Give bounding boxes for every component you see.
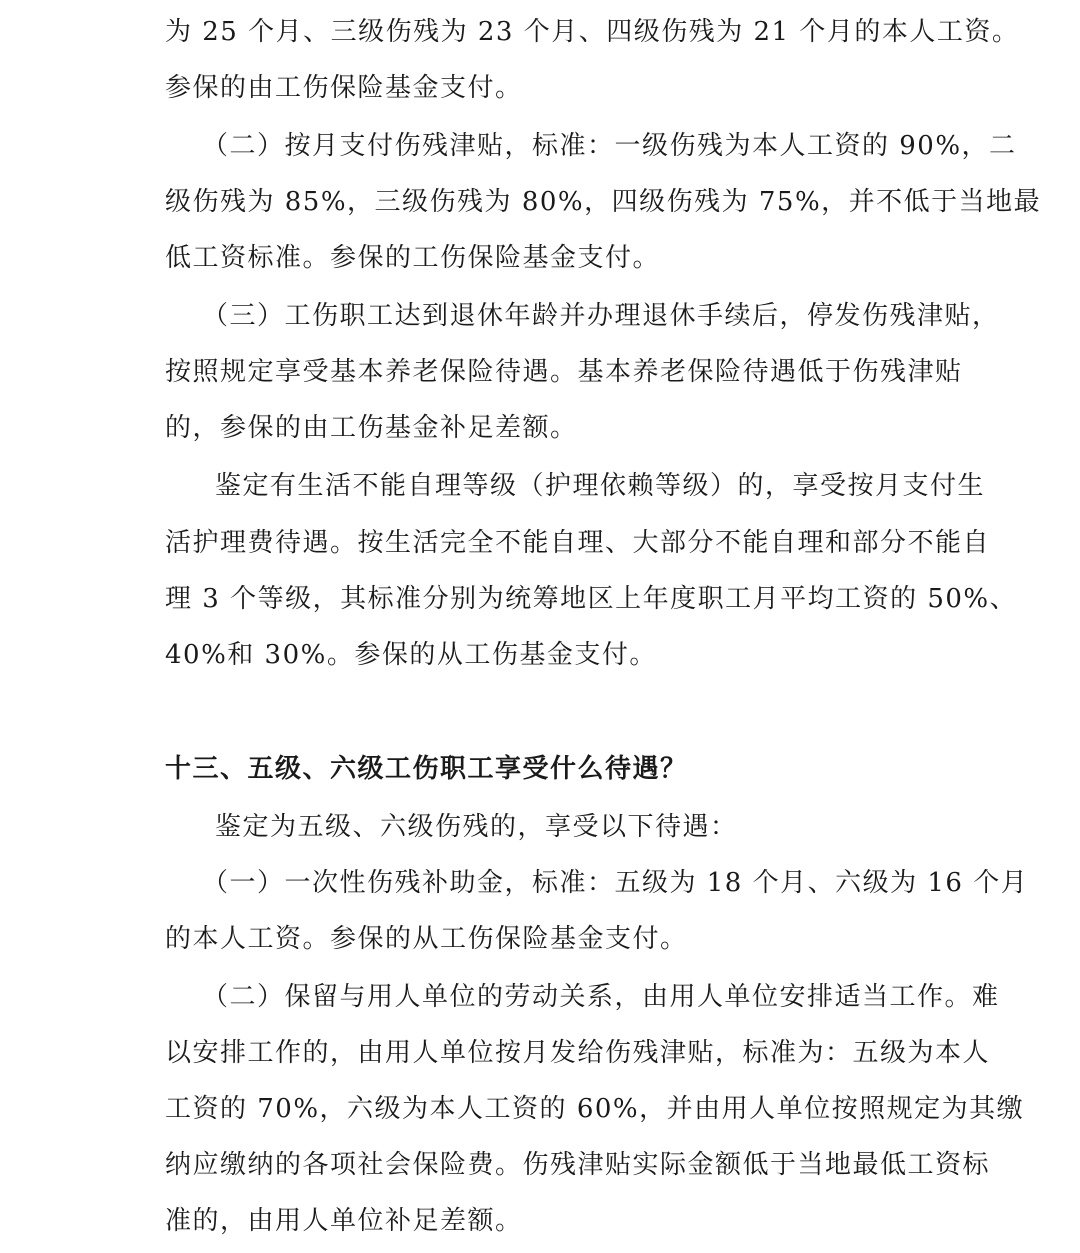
text-line: （二）保留与用人单位的劳动关系，由用人单位安排适当工作。难 <box>202 982 1000 1012</box>
text-line: 低工资标准。参保的工伤保险基金支付。 <box>165 243 661 273</box>
text-line: 级伤残为 85%，三级伤残为 80%，四级伤残为 75%，并不低于当地最 <box>165 187 1042 217</box>
text-line: 的本人工资。参保的从工伤保险基金支付。 <box>165 924 688 954</box>
text-line: 为 25 个月、三级伤残为 23 个月、四级伤残为 21 个月的本人工资。 <box>165 17 1020 47</box>
text-line: 以安排工作的，由用人单位按月发给伤残津贴，标准为：五级为本人 <box>165 1038 991 1068</box>
text-line: （二）按月支付伤残津贴，标准：一级伤残为本人工资的 90%，二 <box>202 131 1017 161</box>
text-line: （三）工伤职工达到退休年龄并办理退休手续后，停发伤残津贴， <box>202 301 1000 331</box>
text-line: 鉴定有生活不能自理等级（护理依赖等级）的，享受按月支付生 <box>215 471 986 501</box>
text-line: 的，参保的由工伤基金补足差额。 <box>165 413 578 443</box>
text-line: 鉴定为五级、六级伤残的，享受以下待遇： <box>215 812 738 842</box>
text-line: 参保的由工伤保险基金支付。 <box>165 73 523 103</box>
text-line: 准的，由用人单位补足差额。 <box>165 1206 523 1236</box>
text-line: 按照规定享受基本养老保险待遇。基本养老保险待遇低于伤残津贴 <box>165 357 963 387</box>
text-line: 纳应缴纳的各项社会保险费。伤残津贴实际金额低于当地最低工资标 <box>165 1150 991 1180</box>
text-line: （一）一次性伤残补助金，标准：五级为 18 个月、六级为 16 个月 <box>202 868 1029 898</box>
text-line: 工资的 70%，六级为本人工资的 60%，并由用人单位按照规定为其缴 <box>165 1094 1025 1124</box>
text-line: 理 3 个等级，其标准分别为统筹地区上年度职工月平均工资的 50%、 <box>165 584 1018 614</box>
text-line: 40%和 30%。参保的从工伤基金支付。 <box>165 640 657 670</box>
text-line: 活护理费待遇。按生活完全不能自理、大部分不能自理和部分不能自 <box>165 528 991 558</box>
section-heading: 十三、五级、六级工伤职工享受什么待遇？ <box>165 754 688 784</box>
